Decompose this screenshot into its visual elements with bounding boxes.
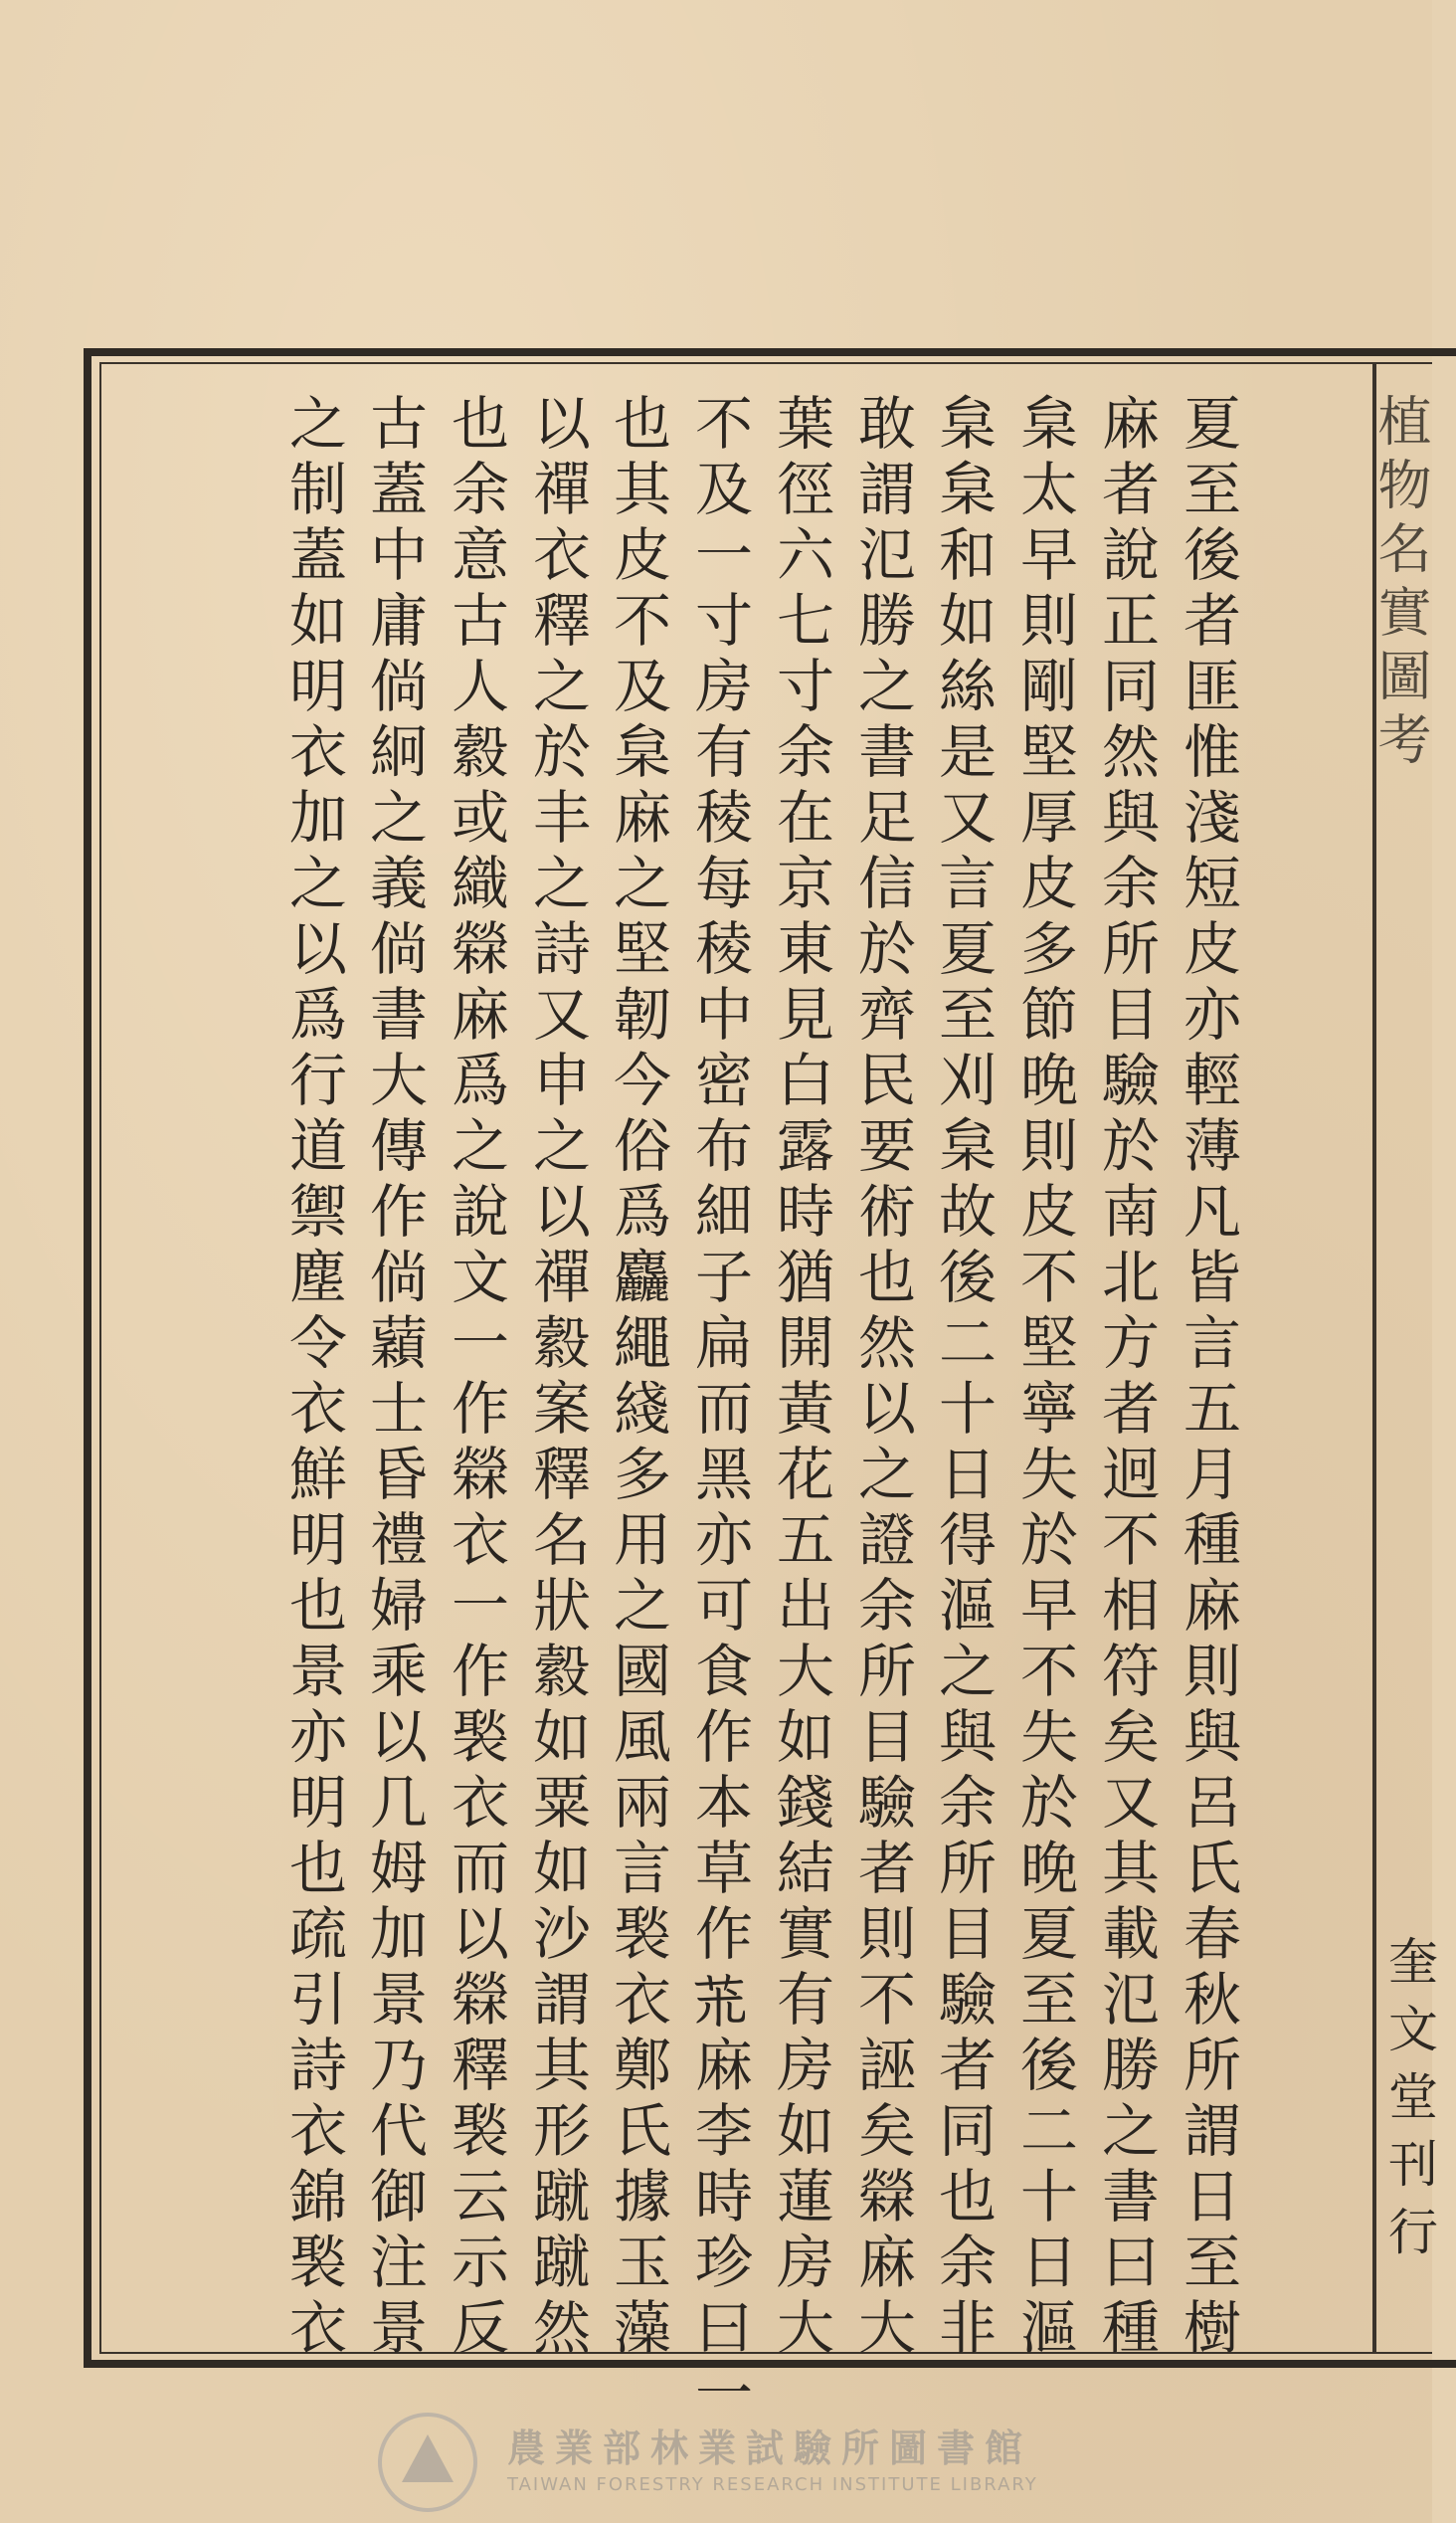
text-column-4: 枲枲和如絲是又言夏至刈枲故後二十日得漚之與余所目驗者同也余非 [929, 393, 997, 2363]
text-column-8: 也其皮不及枲麻之堅韌今俗爲麤繩綫多用之國風兩言褧衣鄭氏據玉藻 [604, 393, 671, 2363]
text-column-1: 夏至後者匪惟淺短皮亦輕薄凡皆言五月種麻則與呂氏春秋所謂日至樹 [1174, 393, 1241, 2363]
text-column-5: 敢謂氾勝之書足信於齊民要術也然以之證余所目驗者則不誣矣檾麻大 [848, 393, 916, 2363]
text-column-3: 枲太早則剛堅厚皮多節晚則皮不堅寧失於早不失於晚夏至後二十日漚 [1010, 393, 1078, 2363]
margin-press-name: 奎文堂刊行 [1380, 1935, 1438, 2273]
library-watermark-en: TAIWAN FORESTRY RESEARCH INSTITUTE LIBRARY [507, 2474, 1038, 2495]
text-column-11: 古蓋中庸倘絅之義倘書大傳作倘蘔士昏禮婦乘以几姆加景乃代御注景 [360, 393, 428, 2363]
library-watermark-zh: 農業部林業試驗所圖書館 [507, 2426, 1033, 2470]
text-column-7: 不及一寸房有稜每稜中密布細子扁而黑亦可食作本草作𦬸麻李時珍曰一 [685, 393, 753, 2428]
margin-book-title: 植物名實圖考 [1369, 393, 1432, 775]
text-column-6: 葉徑六七寸余在京東見白露時猶開黃花五出大如錢結實有房如蓮房大 [767, 393, 834, 2363]
text-column-9: 以禪衣釋之於丰之詩又申之以禪縠案釋名狀縠如粟如沙謂其形蹴蹴然 [523, 393, 591, 2363]
text-column-10: 也余意古人縠或織檾麻爲之說文一作檾衣一作褧衣而以檾釋褧云示反 [442, 393, 509, 2363]
library-seal-icon [378, 2413, 477, 2512]
text-column-12: 之制蓋如明衣加之以爲行道禦塵令衣鮮明也景亦明也疏引詩衣錦褧衣 [279, 393, 347, 2363]
text-column-2: 麻者說正同然與余所目驗於南北方者迥不相符矣又其載氾勝之書曰種 [1092, 393, 1160, 2363]
